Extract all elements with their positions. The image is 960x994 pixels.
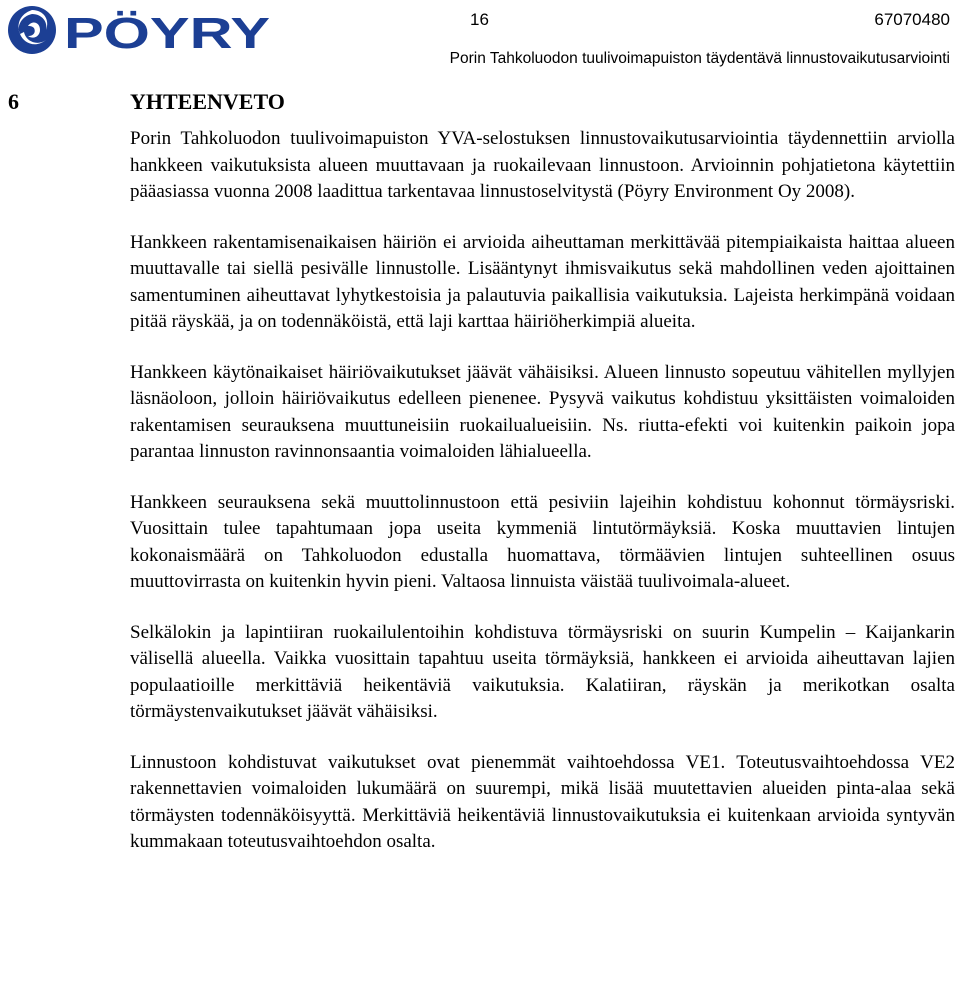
poyry-swirl-icon [6,4,272,56]
logo-text: PÖYRY [64,9,270,56]
paragraph: Hankkeen seurauksena sekä muuttolinnustoon että pesiviin lajeihin kohdistuu kohonnut törmäysriski. Vuosittain tulee tapahtumaan jopa useita kymmeniä lintutörmäyksiä. Koska muuttavien lintujen kokonaismäärä on Tahkoluodon edustalla huomattava, törmäävien lintujen suhteellinen osuus muuttovirrasta on kuitenkin hyvin pieni. Valtaosa linnuista väistää tuulivoimala-alueet. [130,491,955,592]
section-body [130,126,955,880]
poyry-logo [6,4,272,56]
page-number: 16 [470,10,489,29]
paragraph: Porin Tahkoluodon tuulivoimapuiston YVA-selostuksen linnustovaikutusarviointia täydennettiin arviolla hankkeen vaikutuksista alueen muuttavaan ja ruokailevaan linnustoon. Arvioinnin pohjatietona käytettiin pääasiassa vuonna 2008 laadittua tarkentavaa linnustoselvitystä (Pöyry Environment Oy 2008). [130,128,955,202]
paragraph: Hankkeen rakentamisenaikaisen häiriön ei arvioida aiheuttaman merkittävää pitempiaikaista haittaa alueen muuttavalle tai siellä pesivälle linnustolle. Lisääntynyt ihmisvaikutus sekä mahdollinen veden ajoittainen samentuminen aiheuttavat lyhytkestoisia ja palautuvia paikallisia vaikutuksia. Lajeista herkimpänä voidaan pitää räyskää, ja on todennäköistä, että laji karttaa häiriöherkimpiä alueita. [130,231,955,332]
document-number: 67070480 [874,10,950,29]
section-number: 6 [8,89,19,114]
paragraph: Linnustoon kohdistuvat vaikutukset ovat pienemmät vaihtoehdossa VE1. Toteutusvaihtoehdossa VE2 rakennettavien voimaloiden lukumäärä on suurempi, mikä lisää muutettavien alueiden pinta-alaa sekä törmäysten todennäköisyyttä. Merkittäviä heikentäviä linnustovaikutuksia ei kuitenkaan arvioida syntyvän kummakaan toteutusvaihtoehdon osalta. [130,751,955,852]
section-title: YHTEENVETO [130,89,285,114]
document-subtitle: Porin Tahkoluodon tuulivoimapuiston täydentävä linnustovaikutusarviointi [449,50,950,67]
paragraph: Selkälokin ja lapintiiran ruokailulentoihin kohdistuva törmäysriski on suurin Kumpelin – Kaijankarin välisellä alueella. Vaikka vuosittain tapahtuu useita törmäyksiä, hankkeen ei arvioida aiheuttavan lajien populaatioille merkittäviä heikentäviä vaikutuksia. Kalatiiran, räyskän ja merikotkan osalta törmäystenvaikutukset jäävät vähäisiksi. [130,621,955,722]
paragraph: Hankkeen käytönaikaiset häiriövaikutukset jäävät vähäisiksi. Alueen linnusto sopeutuu vähitellen myllyjen läsnäoloon, jolloin häiriövaikutus edelleen pienenee. Pysyvä vaikutus kohdistuu yksittäisten voimaloiden rakentamisen seurauksena muuttuneisiin ruokailualueisiin. Ns. riutta-efekti voi kuitenkin paikoin jopa parantaa linnuston ravinnonsaantia voimaloiden lähialueella. [130,361,955,462]
